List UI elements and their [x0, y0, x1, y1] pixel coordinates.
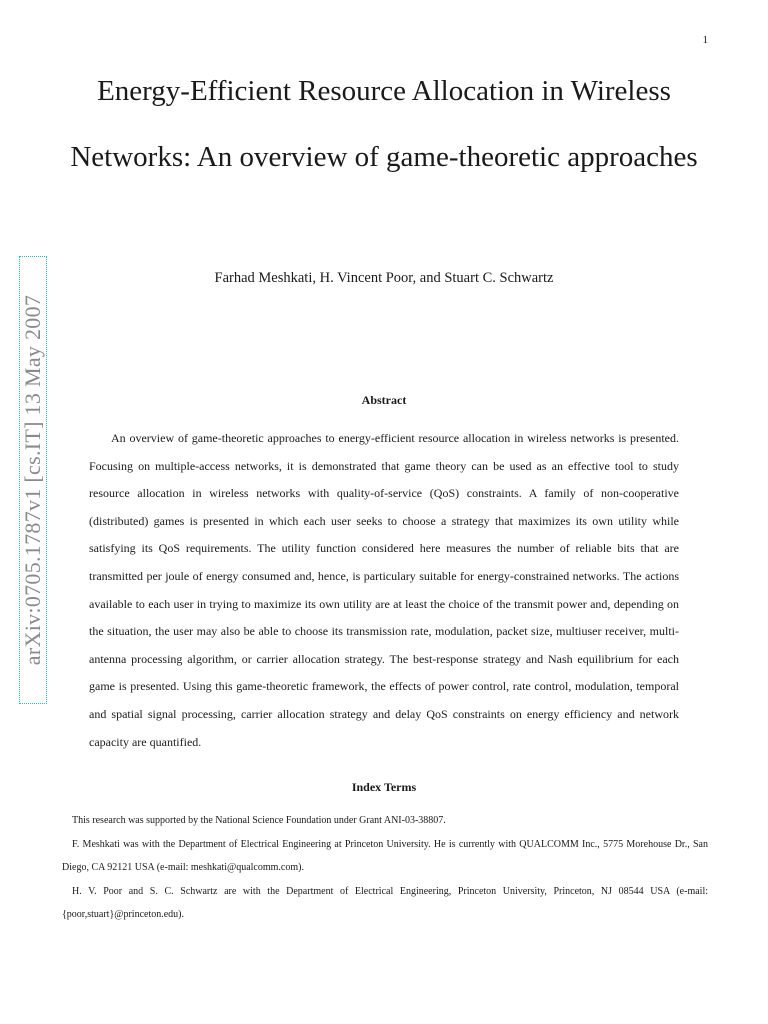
- abstract-body: An overview of game-theoretic approaches to energy-efficient resource allocation in wireless networks is presented. Focusing on multiple-access networks, it is demonstrated that game theory can be used as an effective tool to study resource allocation in wireless networks with quality-of-service (QoS) constraints. A family of non-cooperative (distributed) games is presented in which each user seeks to choose a strategy that maximizes its own utility while satisfying its QoS requirements. The utility function considered here measures the number of reliable bits that are transmitted per joule of energy consumed and, hence, is particulary suitable for energy-constrained networks. The actions available to each user in trying to maximize its own utility are at least the choice of the transmit power and, depending on the situation, the user may also be able to choose its transmission rate, modulation, packet size, multiuser receiver, multi-antenna processing algorithm, or carrier allocation strategy. The best-response strategy and Nash equilibrium for each game is presented. Using this game-theoretic framework, the effects of power control, rate control, modulation, temporal and spatial signal processing, carrier allocation strategy and delay QoS constraints on energy efficiency and network capacity are quantified.: [89, 431, 679, 749]
- footnote-poor-schwartz: H. V. Poor and S. C. Schwartz are with the Department of Electrical Engineering, Princeton University, Princeton, NJ 08544 USA (e-mail: {poor,stuart}@princeton.edu).: [62, 885, 708, 920]
- footnotes: [62, 809, 708, 927]
- arxiv-stamp: [19, 256, 47, 704]
- page-number: 1: [702, 34, 708, 46]
- index-terms-heading: Index Terms: [351, 780, 417, 794]
- abstract-heading: Abstract: [361, 393, 407, 407]
- footnote-funding: This research was supported by the National Science Foundation under Grant ANI-03-38807.: [72, 815, 446, 826]
- footnote-meshkati: F. Meshkati was with the Department of Electrical Engineering at Princeton University. He is currently with QUALCOMM Inc., 5775 Morehouse Dr., San Diego, CA 92121 USA (e-mail: meshkati@qualcomm.com).: [62, 838, 708, 873]
- paper-title: Energy-Efficient Resource Allocation in Wireless Networks: An overview of game-theoretic approaches: [70, 75, 698, 173]
- arxiv-stamp-text: arXiv:0705.1787v1 [cs.IT] 13 May 2007: [20, 294, 45, 666]
- author-list: Farhad Meshkati, H. Vincent Poor, and Stuart C. Schwartz: [214, 270, 554, 286]
